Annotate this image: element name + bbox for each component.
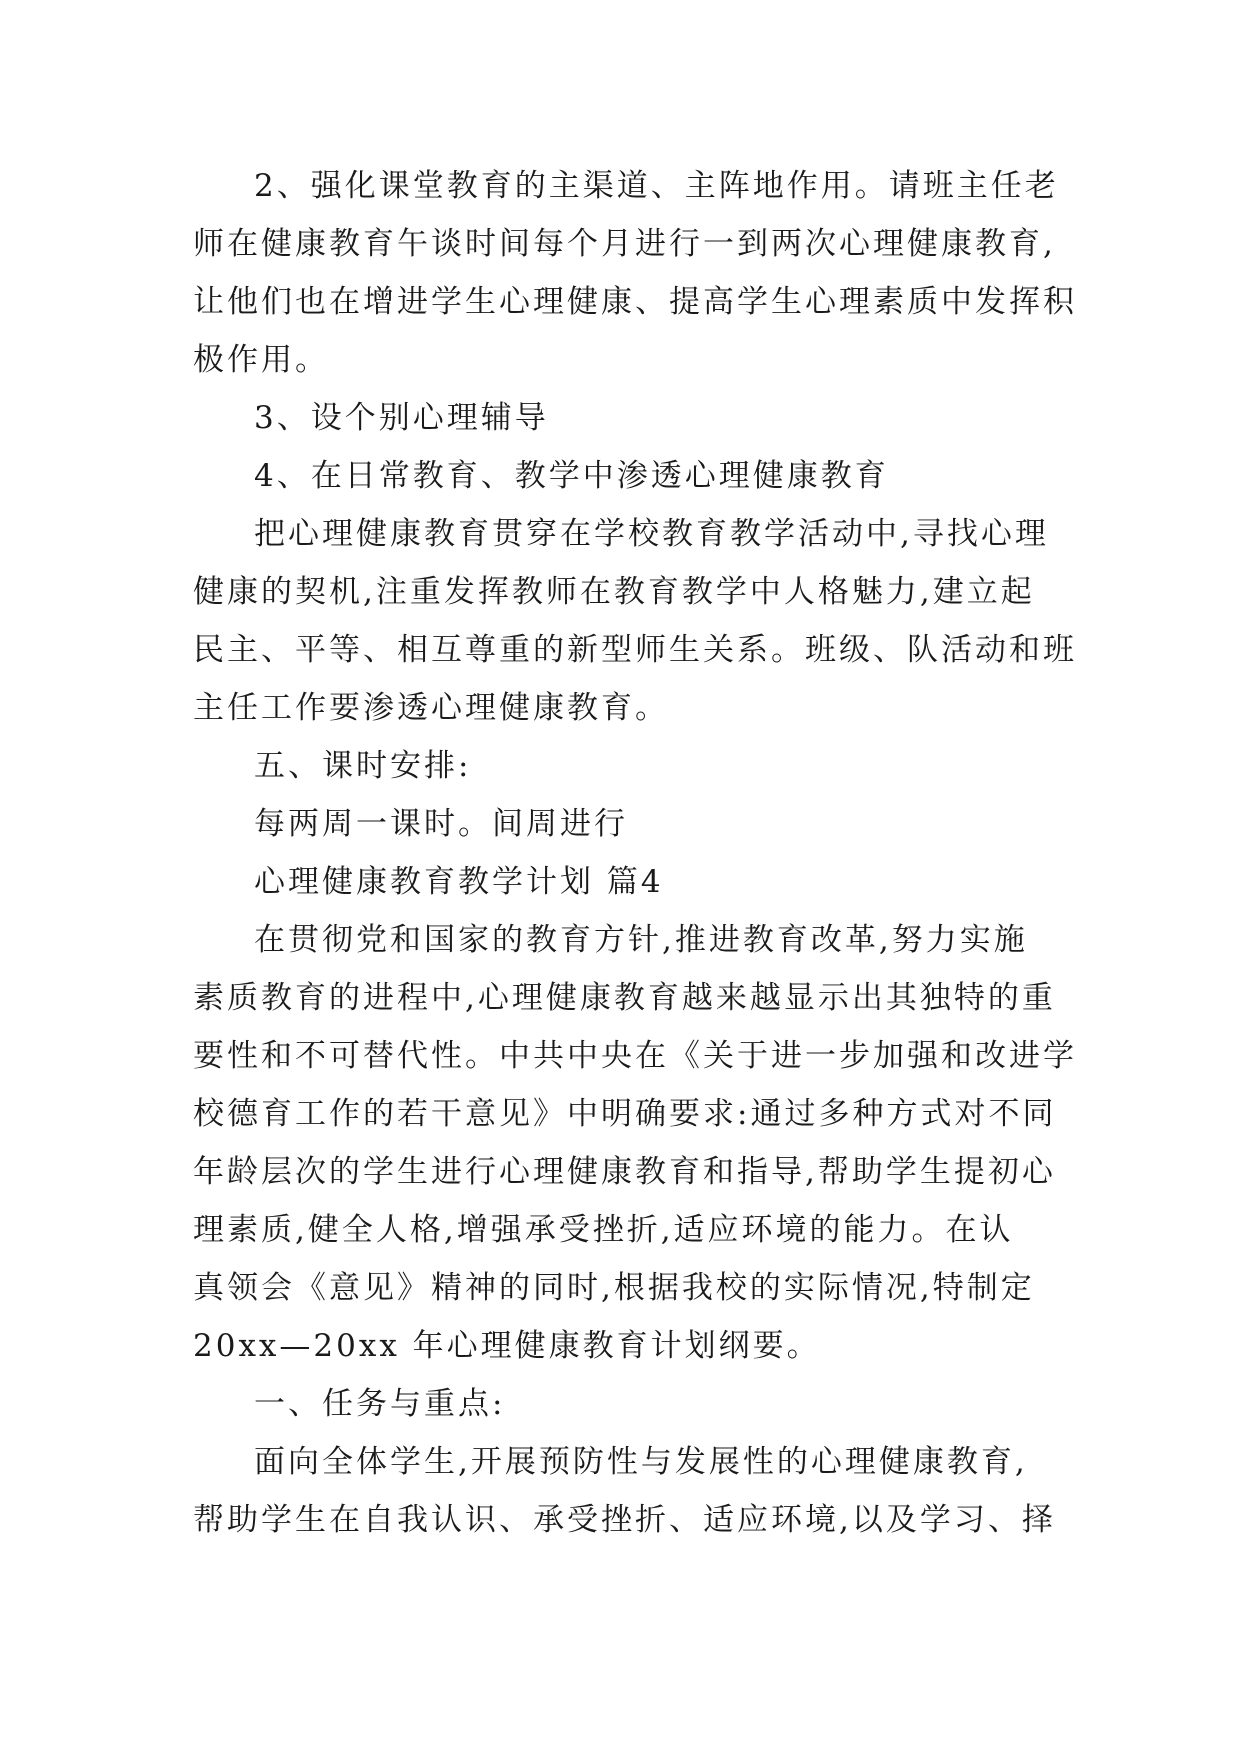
paragraph-line: 在贯彻党和国家的教育方针,推进教育改革,努力实施 xyxy=(254,922,1028,958)
paragraph-line: 把心理健康教育贯穿在学校教育教学活动中,寻找心理 xyxy=(254,516,1049,552)
paragraph-line: 素质教育的进程中,心理健康教育越来越显示出其独特的重 xyxy=(193,980,1056,1016)
paragraph-line: 师在健康教育午谈时间每个月进行一到两次心理健康教育, xyxy=(193,226,1056,262)
paragraph-line: 校德育工作的若干意见》中明确要求:通过多种方式对不同 xyxy=(193,1096,1057,1132)
paragraph-line: 极作用。 xyxy=(193,342,329,378)
paragraph-line: 真领会《意见》精神的同时,根据我校的实际情况,特制定 xyxy=(193,1270,1035,1306)
paragraph-line: 健康的契机,注重发挥教师在教育教学中人格魅力,建立起 xyxy=(193,574,1035,610)
paragraph-line: 理素质,健全人格,增强承受挫折,适应环境的能力。在认 xyxy=(193,1212,1014,1248)
paragraph-line: 20xx—20xx 年心理健康教育计划纲要。 xyxy=(193,1328,821,1364)
paragraph-line: 民主、平等、相互尊重的新型师生关系。班级、队活动和班 xyxy=(193,632,1077,668)
paragraph-line: 让他们也在增进学生心理健康、提高学生心理素质中发挥积 xyxy=(193,284,1077,320)
paragraph-line: 年龄层次的学生进行心理健康教育和指导,帮助学生提初心 xyxy=(193,1154,1056,1190)
section-heading: 五、课时安排: xyxy=(254,748,472,784)
paragraph-line: 每两周一课时。间周进行 xyxy=(254,806,628,842)
paragraph-line: 2、强化课堂教育的主渠道、主阵地作用。请班主任老 xyxy=(254,168,1059,204)
paragraph-line: 帮助学生在自我认识、承受挫折、适应环境,以及学习、择 xyxy=(193,1502,1056,1538)
paragraph-line: 要性和不可替代性。中共中央在《关于进一步加强和改进学 xyxy=(193,1038,1077,1074)
section-title: 心理健康教育教学计划 篇4 xyxy=(254,864,664,900)
paragraph-line: 面向全体学生,开展预防性与发展性的心理健康教育, xyxy=(254,1444,1028,1480)
section-heading: 一、任务与重点: xyxy=(254,1386,506,1422)
list-item: 4、在日常教育、教学中渗透心理健康教育 xyxy=(254,458,889,494)
paragraph-line: 主任工作要渗透心理健康教育。 xyxy=(193,690,669,726)
list-item: 3、设个别心理辅导 xyxy=(254,400,549,436)
